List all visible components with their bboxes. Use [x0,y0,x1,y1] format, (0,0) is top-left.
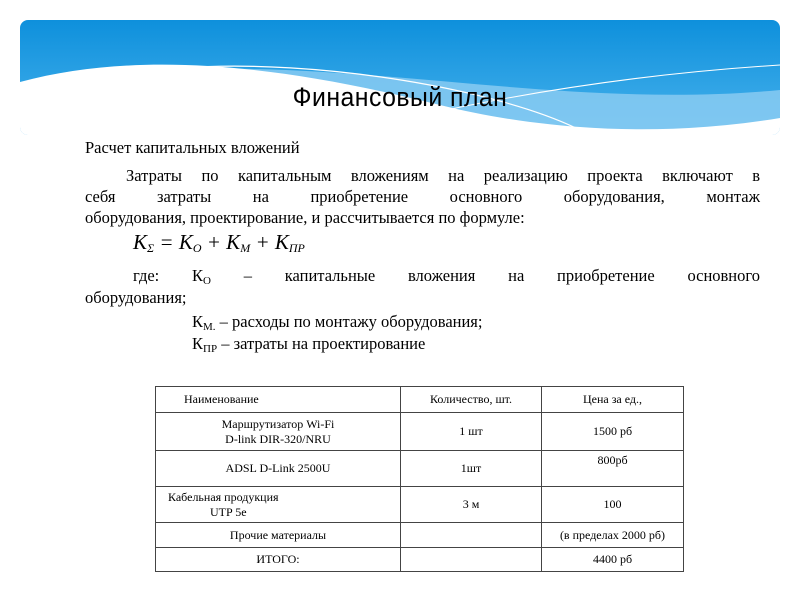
table-row [156,487,684,523]
cell-name: Прочие материалы [156,523,401,548]
definition-kpr [192,333,425,360]
definition-text: – расходы по монтажу оборудования; [215,312,483,331]
header-price: Цена за ед., [542,387,684,413]
cell-text: Кабельная продукция [168,489,279,504]
formula-sub: ПР [288,241,305,255]
cost-table [155,386,684,572]
cell-price: 4400 рб [542,548,684,572]
cell-name: ИТОГО: [156,548,401,572]
cell-text: D-link DIR-320/NRU [225,431,331,446]
cell-qty: 1 шт [401,413,542,451]
definition-sub: М. [203,321,216,333]
formula-term: K [133,230,148,254]
cell-qty: 3 м [401,487,542,523]
slide-title: Финансовый план [292,82,508,112]
formula-term: + K [250,230,289,254]
formula-sub: Σ [147,241,155,255]
paragraph-line: оборудования, проектирование, и рассчитывается по формуле: [85,208,525,227]
definition-text: К [192,312,204,331]
definition-text: – капитальные вложения на приобретение основного [210,266,760,285]
cell-name [156,487,401,523]
table-row [156,413,684,451]
cell-qty [401,523,542,548]
table-row [156,451,684,487]
definition-line: оборудования; [85,288,187,307]
cell-qty: 1шт [401,451,542,487]
table-row [156,523,684,548]
definition-ko [133,265,760,292]
header-banner [20,20,780,135]
cell-price: 100 [542,487,684,523]
table-header-row [156,387,684,413]
definition-text: – затраты на проектирование [217,334,426,353]
formula-term: + K [201,230,241,254]
definition-sub: О [203,275,211,287]
header-qty: Количество, шт. [401,387,542,413]
section-heading: Расчет капитальных вложений [85,138,300,157]
formula-term: = K [154,230,193,254]
formula [133,230,305,256]
cell-text: UTP 5e [210,504,247,519]
definition-text: где: К [133,266,204,285]
definition-text: К [192,334,204,353]
formula-sub: M [240,241,251,255]
cell-name: ADSL D-Link 2500U [156,451,401,487]
cell-name [156,413,401,451]
paragraph-line: себя затраты на приобретение основного оборудования, монтаж [85,187,760,206]
cell-qty [401,548,542,572]
table-row-total [156,548,684,572]
cell-price: 1500 рб [542,413,684,451]
definition-sub: ПР [203,343,218,355]
cell-text: Маршрутизатор Wi-Fi [221,416,335,431]
cell-price: 800рб [542,451,684,487]
formula-sub: O [192,241,202,255]
header-name: Наименование [156,387,401,413]
cell-price: (в пределах 2000 рб) [542,523,684,548]
paragraph-line: Затраты по капитальным вложениям на реализацию проекта включают в [126,166,760,185]
